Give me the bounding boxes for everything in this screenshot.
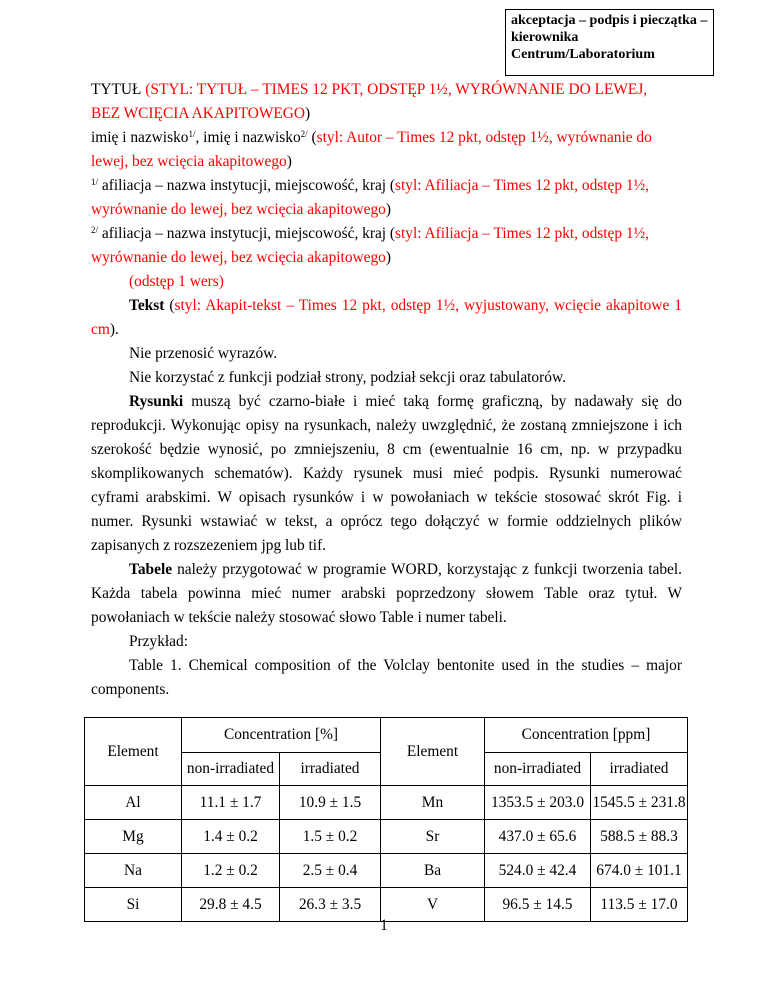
table-row (85, 820, 688, 854)
author-name-1: imię i nazwisko (91, 129, 189, 146)
cell-ppm-non-irradiated: 96.5 ± 14.5 (485, 888, 591, 922)
text-para-open: ( (164, 297, 175, 314)
cell-element-right: Ba (381, 854, 485, 888)
author-sup-1: 1/ (188, 129, 196, 139)
subheader-non-irradiated-pct: non-irradiated (182, 753, 280, 786)
author-open: ( (307, 129, 317, 146)
table-row (85, 786, 688, 820)
affiliation-2-close: ) (385, 249, 392, 266)
tables-line-2: Każda tabela powinna mieć numer arabski poprzedzony słowem Table oraz tytuł. W (91, 585, 682, 602)
table-caption-line-1: Table 1. Chemical composition of the Volclay bentonite used in the studies – major (129, 657, 682, 674)
text-para-close: ). (109, 321, 119, 338)
title-close: ) (305, 105, 311, 122)
figures-line-4: skomplikowanych schematów). Każdy rysunek musi mieć podpis. Rysunki numerować (91, 465, 682, 482)
text-para-style-2: cm (91, 321, 110, 338)
affiliation-2-text: afiliacja – nazwa instytucji, miejscowość, kraj ( (98, 225, 396, 242)
title-style-1: (STYL: TYTUŁ – TIMES 12 PKT, ODSTĘP 1½, WYRÓWNANIE DO LEWEJ, (145, 81, 648, 98)
cell-ppm-irradiated: 113.5 ± 17.0 (591, 888, 688, 922)
title-style-2: BEZ WCIĘCIA AKAPITOWEGO (91, 105, 306, 122)
cell-pct-irradiated: 2.5 ± 0.4 (280, 854, 381, 888)
cell-ppm-irradiated: 1545.5 ± 231.8 (591, 786, 688, 820)
header-concentration-ppm: Concentration [ppm] (485, 718, 688, 753)
cell-element-right: Mn (381, 786, 485, 820)
example-label: Przykład: (129, 633, 188, 650)
figures-line-7: zapisanych z rozszezeniem jpg lub tif. (91, 537, 327, 554)
header-concentration-percent: Concentration [%] (182, 718, 381, 753)
tables-bold: Tabele (129, 561, 173, 578)
affiliation-1-style-2: wyrównanie do lewej, bez wcięcia akapitowego (91, 201, 386, 218)
affiliation-1-close: ) (385, 201, 392, 218)
tables-text-1: należy przygotować w programie WORD, korzystając z funkcji tworzenia tabel. (172, 561, 682, 578)
spacing-note: (odstęp 1 wers) (129, 273, 224, 290)
cell-ppm-irradiated: 674.0 ± 101.1 (591, 854, 688, 888)
approval-line-3: Centrum/Laboratorium (511, 47, 655, 62)
author-sep: , imię i nazwisko (195, 129, 301, 146)
author-close: ) (286, 153, 292, 170)
header-element-right: Element (381, 718, 485, 786)
title-text: TYTUŁ (91, 81, 146, 98)
cell-pct-non-irradiated: 1.2 ± 0.2 (182, 854, 280, 888)
cell-element-left: Al (85, 786, 182, 820)
cell-pct-non-irradiated: 29.8 ± 4.5 (182, 888, 280, 922)
no-breaks-note: Nie korzystać z funkcji podział strony, podział sekcji oraz tabulatorów. (129, 369, 566, 386)
figures-line-2: reprodukcji. Wykonując opisy na rysunkach, należy uwzględnić, że zostaną zmniejszone i ich (91, 417, 682, 434)
text-para-style-1: styl: Akapit-tekst – Times 12 pkt, odstęp 1½, wyjustowany, wcięcie akapitowe 1 (174, 297, 682, 314)
approval-line-1: akceptacja – podpis i pieczątka – (511, 13, 708, 28)
cell-pct-non-irradiated: 1.4 ± 0.2 (182, 820, 280, 854)
cell-pct-irradiated: 26.3 ± 3.5 (280, 888, 381, 922)
author-sup-2: 2/ (300, 129, 308, 139)
cell-ppm-non-irradiated: 437.0 ± 65.6 (485, 820, 591, 854)
no-hyphen-note: Nie przenosić wyrazów. (129, 345, 278, 362)
affiliation-1-style-1: styl: Afiliacja – Times 12 pkt, odstęp 1½, (395, 177, 649, 194)
subheader-irradiated-pct: irradiated (280, 753, 381, 786)
figures-line-6: numer. Rysunki wstawiać w tekst, a oprócz tego dołączyć w formie oddzielnych plików (91, 513, 682, 530)
page-number: 1 (380, 917, 388, 934)
author-style-2: lewej, bez wcięcia akapitowego (91, 153, 287, 170)
cell-element-left: Na (85, 854, 182, 888)
figures-line-5: cyframi arabskimi. W opisach rysunków i w powołaniach w tekście stosować skrót Fig. i (91, 489, 682, 506)
text-para-bold: Tekst (129, 297, 165, 314)
figures-text-1: muszą być czarno-białe i mieć taką formę graficzną, by nadawały się do (183, 393, 682, 410)
cell-pct-non-irradiated: 11.1 ± 1.7 (182, 786, 280, 820)
cell-element-right: Sr (381, 820, 485, 854)
figures-line-3: szerokość będzie wynosić, po zmniejszeniu, 8 cm (ewentualnie 16 cm, np. w przypadku (91, 441, 682, 458)
composition-table (84, 717, 688, 922)
tables-line-3: powołaniach w tekście należy stosować słowo Table i numer tabeli. (91, 609, 507, 626)
cell-pct-irradiated: 10.9 ± 1.5 (280, 786, 381, 820)
header-element-left: Element (85, 718, 182, 786)
approval-line-2: kierownika (511, 30, 579, 45)
affiliation-2-style-2: wyrównanie do lewej, bez wcięcia akapitowego (91, 249, 386, 266)
affiliation-2-style-1: styl: Afiliacja – Times 12 pkt, odstęp 1½, (395, 225, 649, 242)
cell-element-left: Mg (85, 820, 182, 854)
table-header-row-1 (85, 718, 688, 753)
author-style-1: styl: Autor – Times 12 pkt, odstęp 1½, wyrównanie do (316, 129, 652, 146)
cell-pct-irradiated: 1.5 ± 0.2 (280, 820, 381, 854)
figures-bold: Rysunki (129, 393, 184, 410)
table-row (85, 854, 688, 888)
cell-element-right: V (381, 888, 485, 922)
cell-ppm-irradiated: 588.5 ± 88.3 (591, 820, 688, 854)
cell-element-left: Si (85, 888, 182, 922)
cell-ppm-non-irradiated: 1353.5 ± 203.0 (485, 786, 591, 820)
table-caption-line-2: components. (91, 681, 170, 698)
subheader-irradiated-ppm: irradiated (591, 753, 688, 786)
subheader-non-irradiated-ppm: non-irradiated (485, 753, 591, 786)
affiliation-2-sup: 2/ (91, 225, 99, 235)
affiliation-1-text: afiliacja – nazwa instytucji, miejscowość, kraj ( (98, 177, 396, 194)
affiliation-1-sup: 1/ (91, 177, 99, 187)
cell-ppm-non-irradiated: 524.0 ± 42.4 (485, 854, 591, 888)
